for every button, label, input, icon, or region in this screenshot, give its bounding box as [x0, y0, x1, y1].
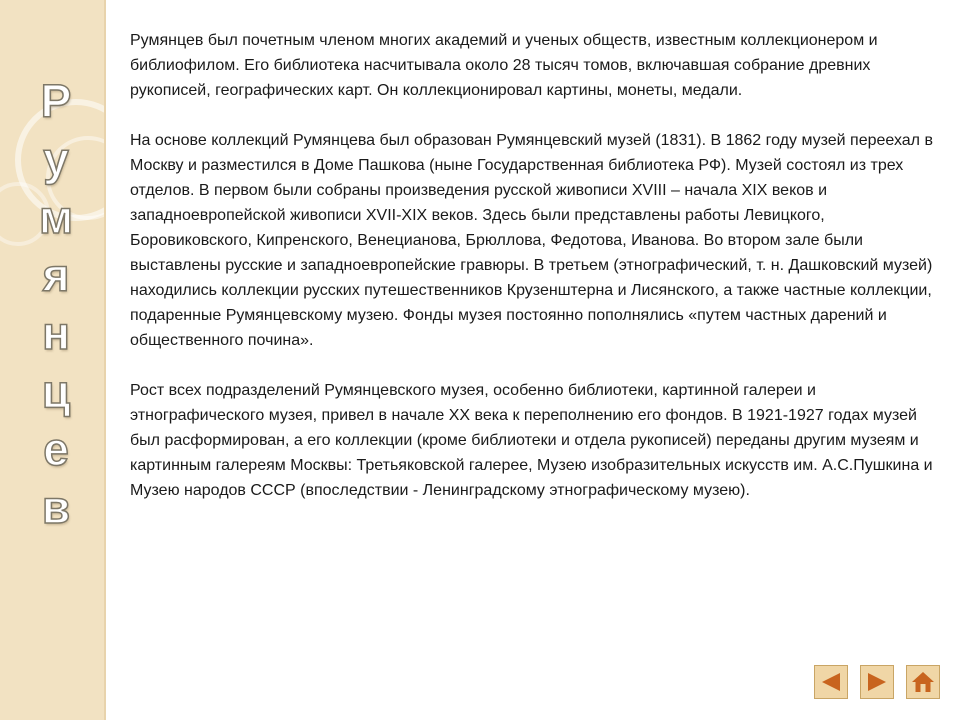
paragraph-museum: На основе коллекций Румянцева был образован Румянцевский музей (1831). В 1862 году музей переехал в Москву и разместился в Доме Пашкова (ныне Государственная библиотека РФ). Музей состоял из трех отделов. В первом были собраны произведения русской живописи XVIII – начала XIX веков и западноевропейской живописи XVII-XIX веков. Здесь были представлены работы Левицкого, Боровиковского, Кипренского, Венецианова, Брюллова, Федотова, Иванова. Во втором зале были выставлены русские и западноевропейские гравюры. В третьем (этнографический, т. н. Дашковский музей) находились коллекции русских путешественников Крузенштерна и Лисянского, а также частные коллекции, подаренные Румянцевскому музею. Фонды музея постоянно пополнялись «путем частных дарений и общественного почина».	[130, 132, 933, 349]
title-letter: м	[38, 191, 74, 243]
title-letter: я	[42, 249, 70, 301]
paragraph-dissolution: Рост всех подразделений Румянцевского музея, особенно библиотеки, картинной галереи и этнографического музея, привел в начале XX века к переполнению его фондов. В 1921-1927 годах музей был расформирован, а его коллекции (кроме библиотеки и отдела рукописей) переданы другим музеям и картинным галереям Москвы: Третьяковской галерее, Музею изобразительных искусств им. А.С.Пушкина и Музею народов СССР (впоследствии - Ленинградскому этнографическому музею).	[130, 382, 933, 499]
title-letter: ц	[41, 365, 71, 417]
paragraph-library: Румянцев был почетным членом многих академий и ученых обществ, известным коллекционером и библиофилом. Его библиотека насчитывала около 28 тысяч томов, включавшая собрание древних рукописей, географических карт. Он коллекционировал картины, монеты, медали.	[130, 32, 878, 99]
home-button[interactable]	[906, 665, 940, 699]
title-letter: н	[42, 307, 70, 359]
home-icon	[911, 671, 935, 693]
arrow-left-icon	[820, 672, 842, 692]
title-letter: Р	[40, 75, 72, 127]
previous-slide-button[interactable]	[814, 665, 848, 699]
title-letter: у	[43, 133, 69, 185]
vertical-title	[24, 72, 88, 536]
title-letter: е	[43, 423, 69, 475]
sidebar	[0, 0, 106, 720]
navigation-bar	[814, 665, 940, 699]
slide-body	[130, 28, 946, 528]
title-letter: в	[41, 481, 71, 533]
arrow-right-icon	[866, 672, 888, 692]
next-slide-button[interactable]	[860, 665, 894, 699]
